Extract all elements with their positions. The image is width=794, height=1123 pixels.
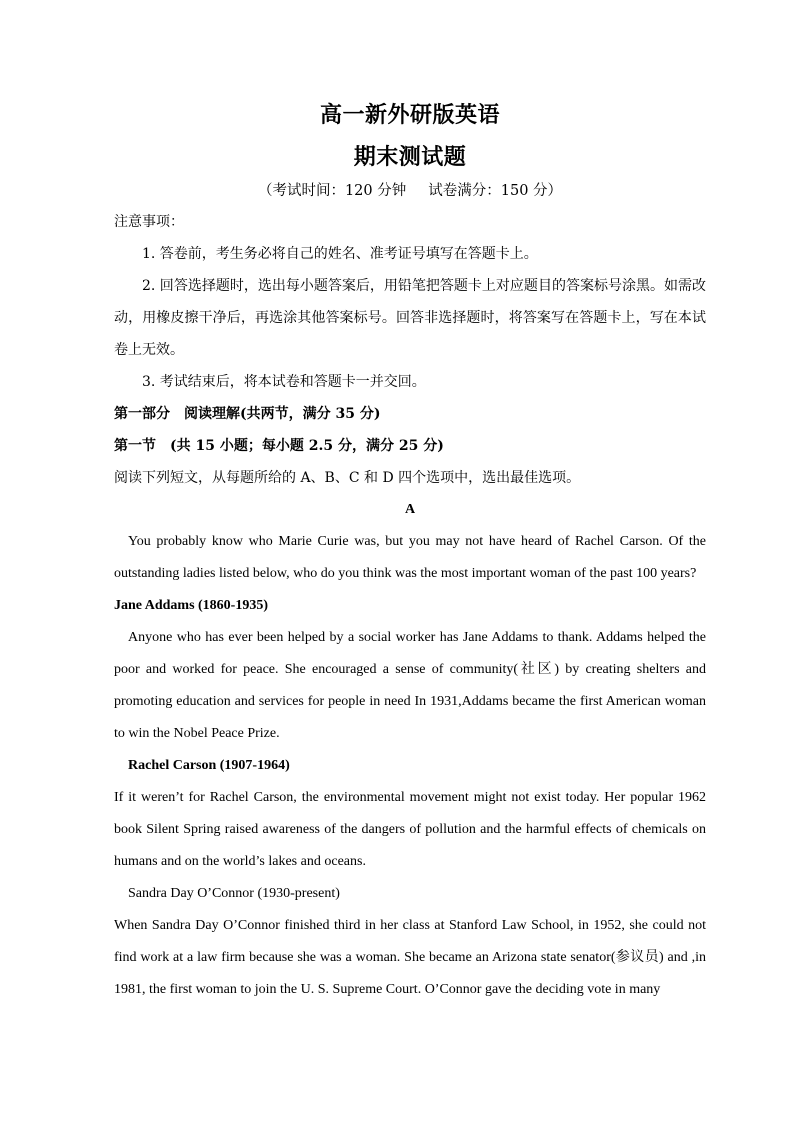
- person-3-text: When Sandra Day O’Connor finished third in her class at Stanford Law School, in 1952, she could not find work at a law firm because she was a woman. She became an Arizona state senator(参议员) and ,in 1981, the first woman to join the U. S. Supreme Court. O’Connor gave the deciding vote in many: [114, 918, 706, 997]
- person-2-text: If it weren’t for Rachel Carson, the environmental movement might not exist today. Her popular 1962 book Silent Spring raised awareness of the dangers of pollution and the harmful effects of chemicals on humans and on the world’s lakes and oceans.: [114, 790, 706, 869]
- person-2-name: Rachel Carson (1907-1964): [128, 758, 290, 773]
- passage-intro: You probably know who Marie Curie was, but you may not have heard of Rachel Carson. Of the outstanding ladies listed below, who do you think was the most important woman of the past 100 years?: [114, 534, 706, 581]
- notice-item-1: 1. 答卷前，考生务必将自己的姓名、准考证号填写在答题卡上。: [142, 246, 538, 262]
- exam-score: 试卷满分：150 分）: [428, 183, 563, 199]
- notice-heading: 注意事项：: [114, 214, 184, 230]
- passage-label: A: [404, 502, 416, 517]
- section-instruction: 阅读下列短文，从每题所给的 A、B、C 和 D 四个选项中，选出最佳选项。: [114, 470, 581, 486]
- notice-item-3: 3. 考试结束后，将本试卷和答题卡一并交回。: [142, 374, 426, 390]
- notice-item-2: 2. 回答选择题时，选出每小题答案后，用铅笔把答题卡上对应题目的答案标号涂黑。如需改动，用橡皮擦干净后，再选涂其他答案标号。回答非选择题时，将答案写在答题卡上，写在本试卷上无效。: [114, 278, 706, 358]
- document-title: 高一新外研版英语: [319, 102, 500, 128]
- person-1-text: Anyone who has ever been helped by a social worker has Jane Addams to thank. Addams helped the poor and worked for peace. She encouraged a sense of community(社区) by creating shelters and promoting education and services for people in need In 1931,Addams became the first American woman to win the Nobel Peace Prize.: [114, 630, 706, 741]
- document-content: [114, 100, 706, 1006]
- exam-info: [114, 180, 706, 202]
- person-1-name: Jane Addams (1860-1935): [114, 598, 269, 613]
- part-title: 第一部分 阅读理解(共两节，满分 35 分): [114, 406, 381, 422]
- person-3-name: Sandra Day O’Connor (1930-present): [128, 886, 340, 901]
- exam-time: （考试时间：120 分钟: [257, 183, 407, 199]
- subsection-title: 第一节 (共 15 小题；每小题 2.5 分，满分 25 分): [114, 438, 444, 454]
- document-subtitle: 期末测试题: [353, 144, 467, 170]
